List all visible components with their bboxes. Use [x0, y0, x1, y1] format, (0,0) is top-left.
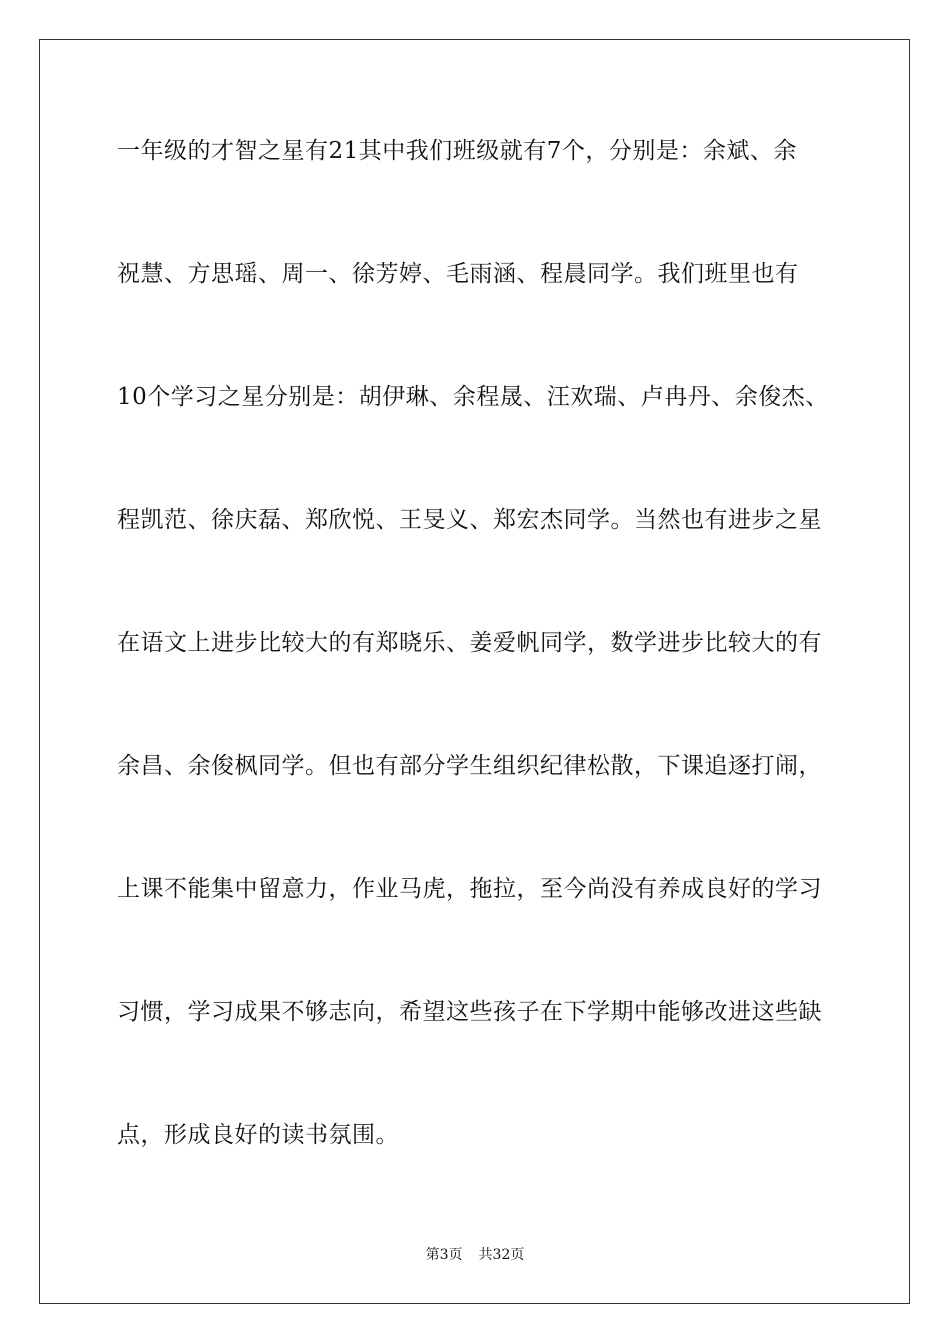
current-page-number: 第3页: [425, 1247, 463, 1263]
text-line-6: 余昌、余俊枫同学。但也有部分学生组织纪律松散，下课追逐打闹，: [117, 753, 822, 779]
text-line-4: 程凯范、徐庆磊、郑欣悦、王旻义、郑宏杰同学。当然也有进步之星: [117, 507, 822, 533]
text-line-9: 点，形成良好的读书氛围。: [117, 1122, 399, 1148]
text-line-8: 习惯，学习成果不够志向，希望这些孩子在下学期中能够改进这些缺: [117, 999, 822, 1025]
total-page-count: 共32页: [478, 1247, 525, 1263]
text-line-7: 上课不能集中留意力，作业马虎，拖拉，至今尚没有养成良好的学习: [117, 876, 822, 902]
document-body: [117, 127, 857, 1234]
text-line-5: 在语文上进步比较大的有郑晓乐、姜爱帆同学，数学进步比较大的有: [117, 630, 822, 656]
page-footer: [0, 1245, 950, 1265]
text-line-3: 10个学习之星分别是：胡伊琳、余程晟、汪欢瑞、卢冉丹、余俊杰、: [117, 384, 829, 410]
text-line-1: 一年级的才智之星有21其中我们班级就有7个，分别是：余斌、余: [117, 138, 797, 164]
text-line-2: 祝慧、方思瑶、周一、徐芳婷、毛雨涵、程晨同学。我们班里也有: [117, 261, 799, 287]
